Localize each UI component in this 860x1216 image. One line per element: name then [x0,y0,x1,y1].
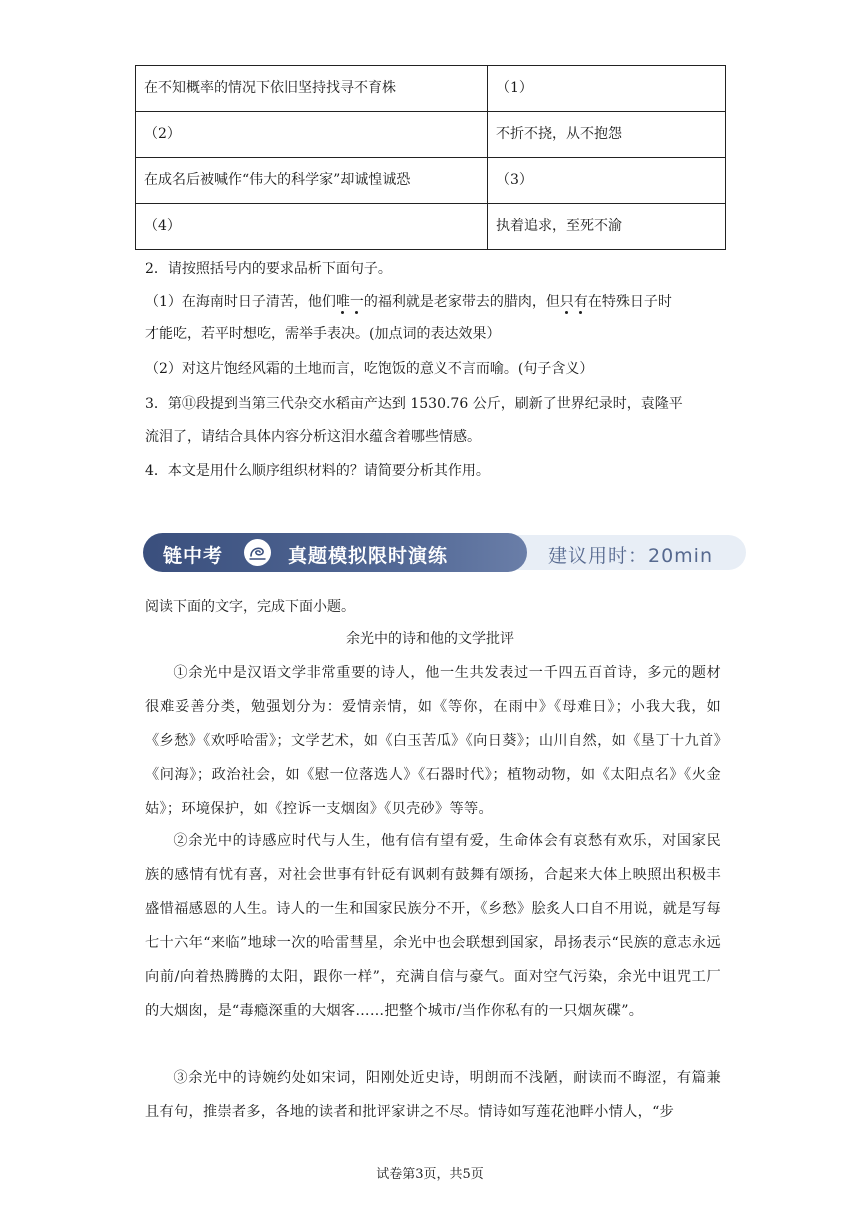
emphasis-dot-char: 唯 [335,294,350,310]
page-footer: 试卷第3页，共5页 [376,1167,484,1182]
table-row [136,112,726,158]
question-4: 4．本文是用什么顺序组织材料的？请简要分析其作用。 [145,463,490,479]
text-span: 的福利就是老家带去的腊肉，但 [363,294,560,310]
article-paragraph-2: ②余光中的诗感应时代与人生，他有信有望有爱，生命体会有哀愁有欢乐，对国家民族的感情有忧有喜，对社会世事有针砭有讽刺有鼓舞有颂扬，合起来大体上映照出积极丰盛惜福感恩的人生。诗人的一生和国家民族分不开，《乡愁》脍炙人口自不用说，就是写每七十六年“来临”地球一次的哈雷彗星，余光中也会联想到国家，昂扬表示“民族的意志永远向前/向着热腾腾的太阳，跟你一样”，充满自信与豪气。面对空气污染，余光中诅咒工厂的大烟囱，是“毒瘾深重的大烟客……把整个城市/当作你私有的一只烟灰碟”。 [145,833,721,1019]
table-cell: （3） [488,158,726,204]
text-span: （1）在海南时日子清苦，他们 [145,294,336,310]
question-2-2: （2）对这片饱经风霜的土地而言，吃饱饭的意义不言而喻。(句子含义） [145,361,594,377]
table-row [136,158,726,204]
table-row [136,66,726,112]
article-paragraph-1: ①余光中是汉语文学非常重要的诗人，他一生共发表过一千四五百首诗，多元的题材很难妥善分类，勉强划分为：爱情亲情，如《等你，在雨中》《母难日》；小我大我，如《乡愁》《欢呼哈雷》；文学艺术，如《白玉苦瓜》《向日葵》；山川自然，如《垦丁十九首》《问海》；政治社会，如《慰一位落选人》《石器时代》；植物动物，如《太阳点名》《火金姑》；环境保护，如《控诉一支烟囱》《贝壳砂》等等。 [145,665,721,817]
table-cell: （1） [488,66,726,112]
question-3-continued: 流泪了，请结合具体内容分析这泪水蕴含着哪些情感。 [145,429,481,445]
reading-instruction: 阅读下面的文字，完成下面小题。 [145,599,355,615]
banner-tag: 链中考 [163,545,224,567]
banner-title: 真题模拟限时演练 [288,545,449,567]
table-cell: （2） [136,112,488,158]
emphasis-dot-char: 一 [349,294,364,310]
question-2-1-continued: 才能吃，若平时想吃，需举手表决。(加点词的表达效果） [145,326,501,342]
table-cell: 在不知概率的情况下依旧坚持找寻不育株 [136,66,488,112]
section-banner [143,533,746,572]
table-cell: （4） [136,204,488,250]
question-3: 3．第⑪段提到当第三代杂交水稻亩产达到 1530.76 公斤，刷新了世界纪录时，袁隆平 [145,396,683,412]
emphasis-dot-char: 有 [573,294,588,310]
table-cell: 不折不挠，从不抱怨 [488,112,726,158]
table-cell: 执着追求，至死不渝 [488,204,726,250]
text-span: 在特殊日子时 [587,294,672,310]
table-row [136,204,726,250]
question-2: 2．请按照括号内的要求品析下面句子。 [145,261,392,277]
answer-table [135,65,726,250]
table-cell: 在成名后被喊作“伟大的科学家”却诚惶诚恐 [136,158,488,204]
article-paragraph-3: ③余光中的诗婉约处如宋词，阳刚处近史诗，明朗而不浅陋，耐读而不晦涩，有篇兼且有句，推崇者多，各地的读者和批评家讲之不尽。情诗如写莲花池畔小情人，“步 [145,1070,721,1120]
emphasis-dot-char: 只 [559,294,574,310]
banner-time-hint: 建议用时：20min [548,545,714,567]
question-2-1 [145,291,672,311]
swirl-logo-icon [244,539,271,566]
article-title: 余光中的诗和他的文学批评 [346,631,514,647]
